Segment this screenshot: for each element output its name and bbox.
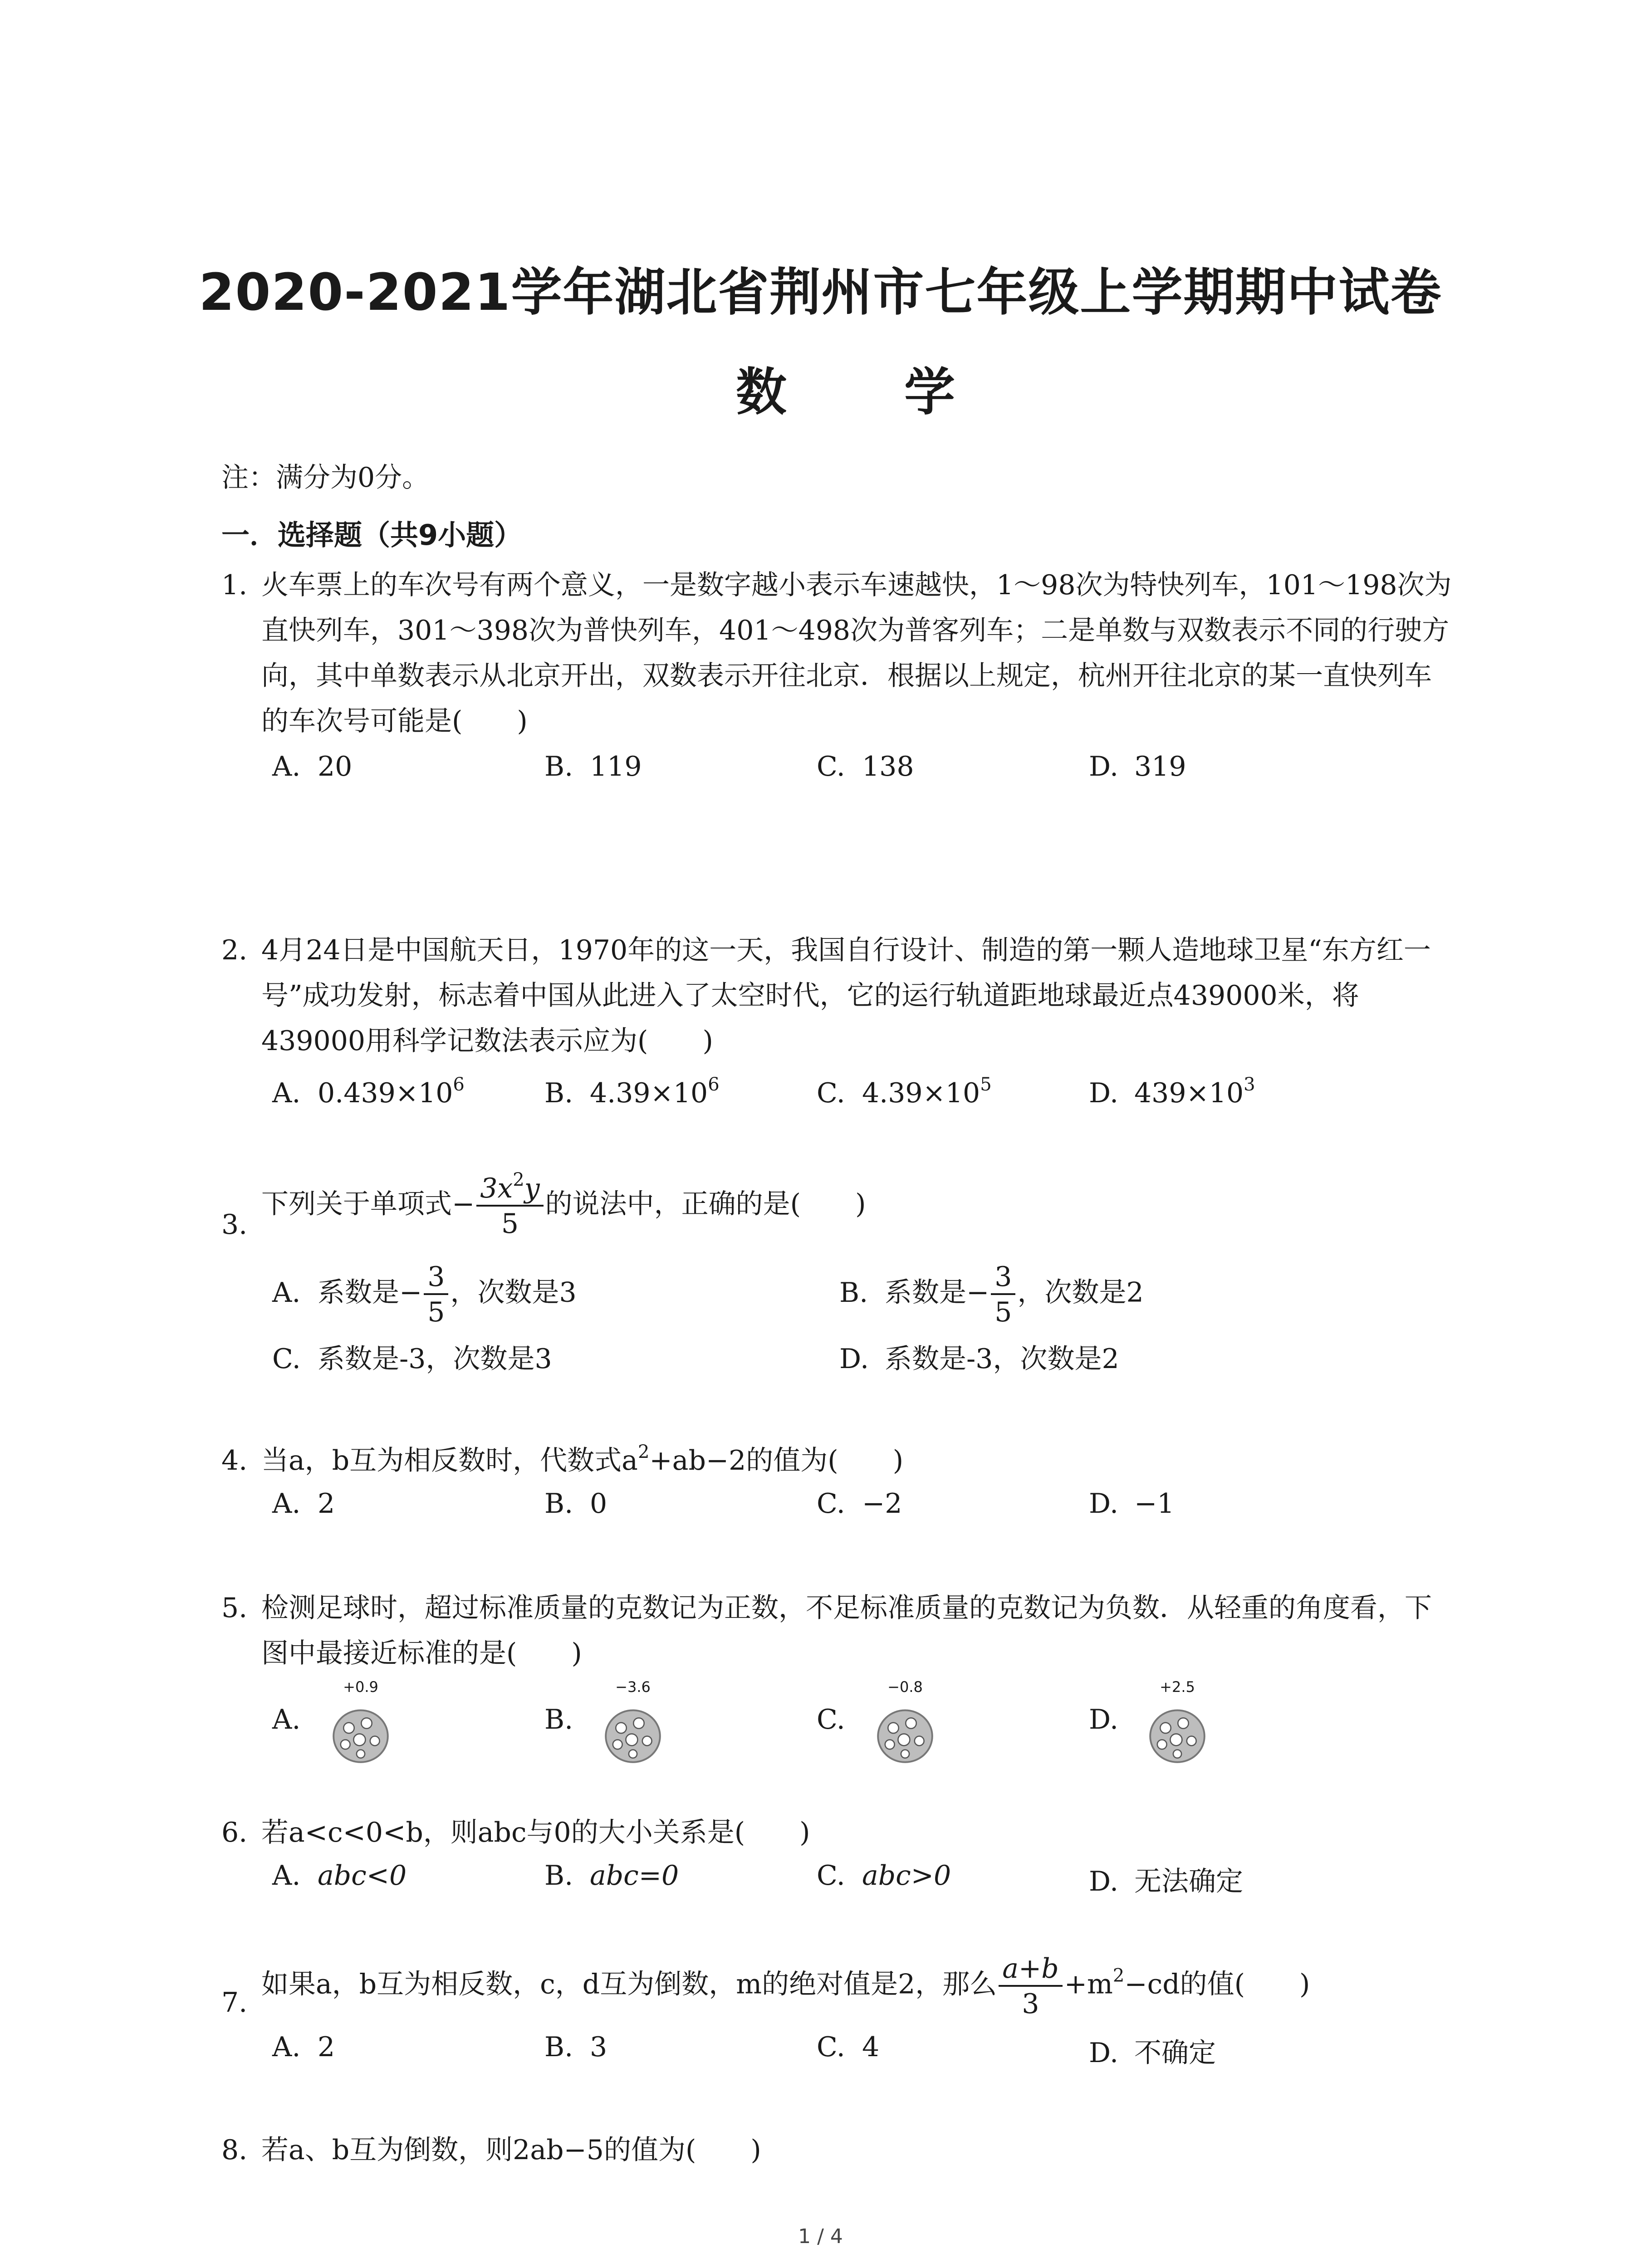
- option-a[interactable]: A. abc<0: [272, 1860, 407, 1892]
- option-d[interactable]: D. 319: [1089, 751, 1186, 782]
- fraction: $\frac{3x^2y}{5}$: [476, 1175, 543, 1237]
- football-image-a: +0.9: [327, 1687, 395, 1755]
- option-a[interactable]: A. 系数是− $\frac{3}{5}$ ，次数是3: [272, 1261, 577, 1328]
- football-icon: [331, 1706, 390, 1765]
- option-c[interactable]: C. $4.39\times 10^5$: [817, 1074, 992, 1109]
- question-text: 当a，b互为相反数时，代数式$a^2+ab-2$的值为( ): [261, 1442, 904, 1476]
- question-7: [221, 1955, 1455, 2018]
- option-c[interactable]: C. −0.8: [817, 1687, 939, 1755]
- football-image-c: −0.8: [871, 1687, 939, 1755]
- question-number: 1.: [221, 569, 248, 601]
- football-icon: [876, 1706, 935, 1765]
- question-6: [221, 1810, 1455, 1855]
- question-number: 3.: [221, 1209, 248, 1241]
- football-icon: [1148, 1706, 1207, 1765]
- option-d[interactable]: D. $439\times 10^3$: [1089, 1074, 1255, 1109]
- exam-title: 2020-2021学年湖北省荆州市七年级上学期期中试卷: [199, 263, 1442, 322]
- option-c[interactable]: C. abc>0: [817, 1860, 951, 1892]
- question-text: 火车票上的车次号有两个意义，一是数字越小表示车速越快，1～98次为特快列车，101～198次为直快列车，301～398次为普快列车，401～498次为普客列车；二是单数与双数表示不同的行驶方向，其中单数表示从北京开出，双数表示开往北京．根据以上规定，杭州开往北京的某一直快列车的车次号可能是( ): [261, 569, 1452, 737]
- subject-title: 数 学: [736, 363, 1005, 422]
- question-8: [221, 2127, 1455, 2173]
- score-note: 注：满分为0分。: [221, 462, 430, 494]
- question-number: 8.: [221, 2134, 248, 2166]
- option-c[interactable]: C. 4: [817, 2031, 880, 2063]
- question-2: [221, 928, 1455, 1064]
- question-text: 检测足球时，超过标准质量的克数记为正数，不足标准质量的克数记为负数．从轻重的角度看，下图中最接近标准的是( ): [261, 1592, 1432, 1669]
- option-a[interactable]: A. $0.439\times 10^6$: [272, 1074, 465, 1109]
- football-image-b: −3.6: [599, 1687, 667, 1755]
- question-number: 5.: [221, 1592, 248, 1624]
- option-b[interactable]: B. 3: [544, 2031, 607, 2063]
- option-a[interactable]: A. 2: [272, 2031, 335, 2063]
- football-icon: [603, 1706, 662, 1765]
- question-text: 4月24日是中国航天日，1970年的这一天，我国自行设计、制造的第一颗人造地球卫星“东方红一号”成功发射，标志着中国从此进入了太空时代，它的运行轨道距地球最近点439000米，将439000用科学记数法表示应为( ): [261, 934, 1431, 1057]
- question-5: [221, 1585, 1455, 1676]
- question-text: 如果a，b互为相反数，c，d互为倒数，m的绝对值是2，那么 $\frac{a+b}{3}$ $+m^2-cd$的值( ): [261, 1953, 1310, 2020]
- option-c[interactable]: C. 138: [817, 751, 914, 782]
- question-number: 7.: [221, 1987, 248, 2019]
- question-number: 6.: [221, 1817, 248, 1848]
- question-1: [221, 562, 1455, 744]
- option-d[interactable]: D. −1: [1089, 1488, 1175, 1520]
- option-a[interactable]: A. 20: [272, 751, 353, 782]
- football-image-d: +2.5: [1143, 1687, 1211, 1755]
- question-4: [221, 1438, 1455, 1483]
- option-b[interactable]: B. 系数是− $\frac{3}{5}$ ，次数是2: [839, 1261, 1144, 1328]
- option-d[interactable]: D. 不确定: [1089, 2037, 1216, 2069]
- section-heading: 一．选择题（共9小题）: [221, 518, 523, 552]
- option-d[interactable]: D. 系数是-3，次数是2: [839, 1343, 1119, 1375]
- option-b[interactable]: B. −3.6: [544, 1687, 667, 1755]
- option-c[interactable]: C. 系数是-3，次数是3: [272, 1343, 552, 1375]
- option-b[interactable]: B. abc=0: [544, 1860, 679, 1892]
- question-text: 若a<c<0<b，则abc与0的大小关系是( ): [261, 1817, 810, 1848]
- option-d[interactable]: D. 无法确定: [1089, 1866, 1243, 1897]
- question-3: [221, 1169, 1455, 1241]
- question-number: 2.: [221, 934, 248, 966]
- option-c[interactable]: C. −2: [817, 1488, 902, 1520]
- fraction: $\frac{3}{5}$: [424, 1263, 448, 1326]
- option-a[interactable]: A. +0.9: [272, 1687, 395, 1755]
- question-text: 下列关于单项式− $\frac{3x^2y}{5}$ 的说法中，正确的是( ): [261, 1169, 866, 1240]
- option-a[interactable]: A. 2: [272, 1488, 335, 1520]
- question-number: 4.: [221, 1445, 248, 1476]
- fraction: $\frac{3}{5}$: [991, 1263, 1015, 1326]
- option-d[interactable]: D. +2.5: [1089, 1687, 1211, 1755]
- option-b[interactable]: B. 0: [544, 1488, 607, 1520]
- question-text: 若a、b互为倒数，则2ab−5的值为( ): [261, 2134, 761, 2166]
- option-b[interactable]: B. 119: [544, 751, 642, 782]
- option-b[interactable]: B. $4.39\times 10^6$: [544, 1074, 720, 1109]
- fraction: $\frac{a+b}{3}$: [999, 1955, 1062, 2018]
- page-number: 1 / 4: [798, 2225, 843, 2248]
